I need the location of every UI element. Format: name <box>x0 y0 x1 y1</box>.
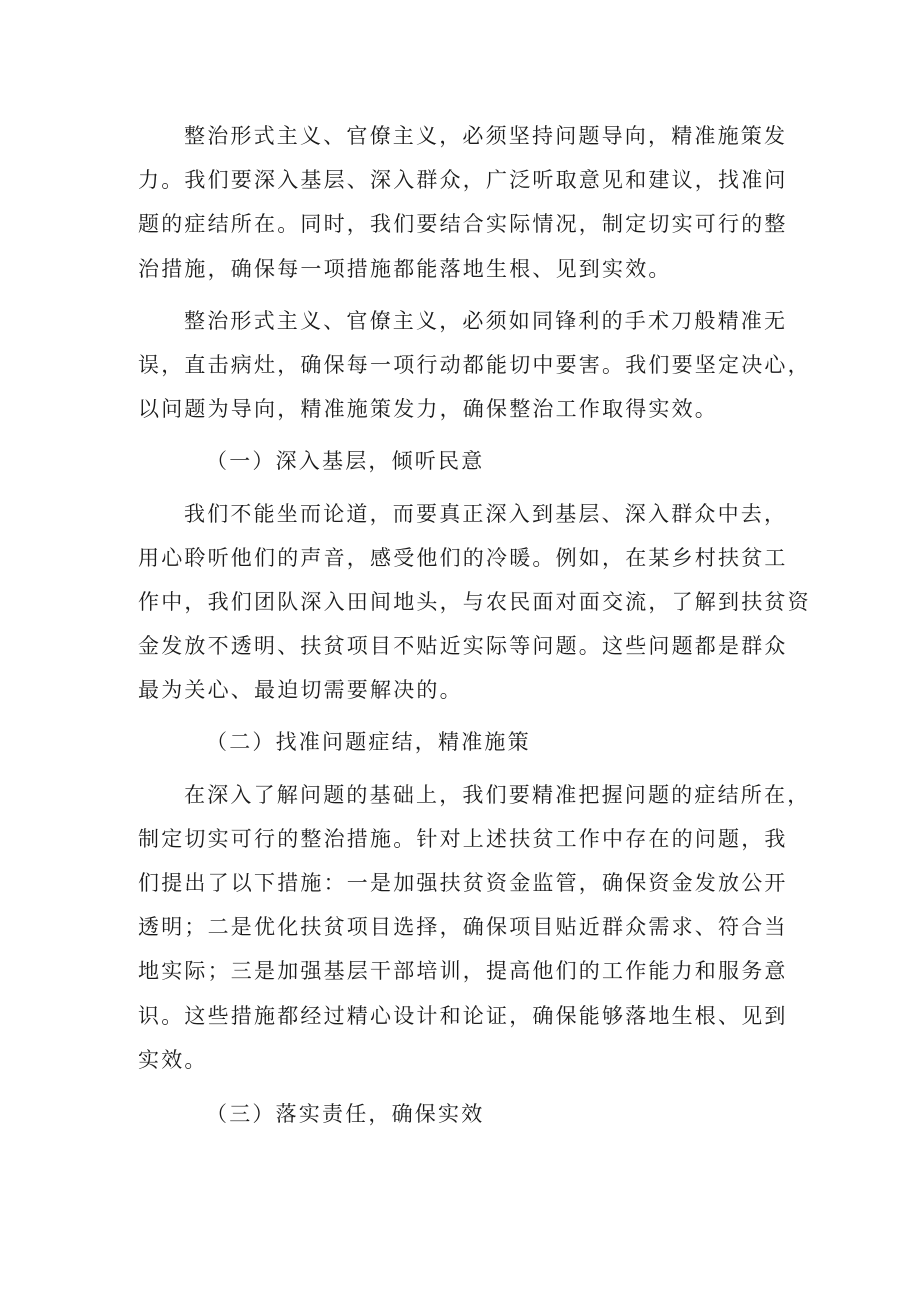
text-line: 金发放不透明、扶贫项目不贴近实际等问题。这些问题都是群众 <box>138 634 788 659</box>
text-line: 透明；二是优化扶贫项目选择，确保项目贴近群众需求、符合当 <box>138 915 788 940</box>
text-line: 地实际；三是加强基层干部培训，提高他们的工作能力和服务意 <box>138 959 788 984</box>
text-line: 识。这些措施都经过精心设计和论证，确保能够落地生根、见到 <box>138 1003 788 1028</box>
paragraph-spacer <box>138 484 798 492</box>
paragraph-spacer <box>138 291 798 299</box>
text-line: 整治形式主义、官僚主义，必须坚持问题导向，精准施策发 <box>184 124 788 148</box>
text-line: 实效。 <box>138 1047 208 1072</box>
text-line: 以问题为导向，精准施策发力，确保整治工作取得实效。 <box>138 397 718 422</box>
text-line: 整治形式主义、官僚主义，必须如同锋利的手术刀般精准无 <box>184 308 788 333</box>
section-heading-3: （三）落实责任，确保实效 <box>206 1101 485 1126</box>
text-line: 制定切实可行的整治措施。针对上述扶贫工作中存在的问题，我 <box>138 826 788 851</box>
text-line: 最为关心、最迫切需要解决的。 <box>138 678 463 703</box>
section-heading-1: （一）深入基层，倾听民意 <box>206 449 485 474</box>
text-line: 用心聆听他们的声音，感受他们的冷暖。例如，在某乡村扶贫工 <box>138 545 788 570</box>
text-line: 在深入了解问题的基础上，我们要精准把握问题的症结所在， <box>184 782 811 807</box>
text-line: 力。我们要深入基层、深入群众，广泛听取意见和建议，找准问 <box>138 168 788 193</box>
text-line: 治措施，确保每一项措施都能落地生根、见到实效。 <box>138 256 672 281</box>
text-line: 们提出了以下措施：一是加强扶贫资金监管，确保资金发放公开 <box>138 871 788 895</box>
paragraph-spacer <box>138 1082 798 1092</box>
section-heading-2: （二）找准问题症结，精准施策 <box>206 730 531 755</box>
section-1-paragraph <box>138 492 811 713</box>
text-line: 我们不能坐而论道，而要真正深入到基层、深入群众中去， <box>184 501 788 526</box>
document-body <box>138 114 811 1136</box>
text-line: 误，直击病灶，确保每一项行动都能切中要害。我们要坚定决心， <box>138 352 811 377</box>
section-2-paragraph <box>138 773 811 1082</box>
paragraph-1 <box>138 114 798 291</box>
paragraph-2 <box>138 299 811 432</box>
text-line: 作中，我们团队深入田间地头，与农民面对面交流，了解到扶贫资 <box>138 589 811 614</box>
paragraph-spacer <box>138 431 798 439</box>
paragraph-spacer <box>138 712 798 720</box>
text-line: 题的症结所在。同时，我们要结合实际情况，制定切实可行的整 <box>138 212 788 237</box>
paragraph-spacer <box>138 765 798 773</box>
